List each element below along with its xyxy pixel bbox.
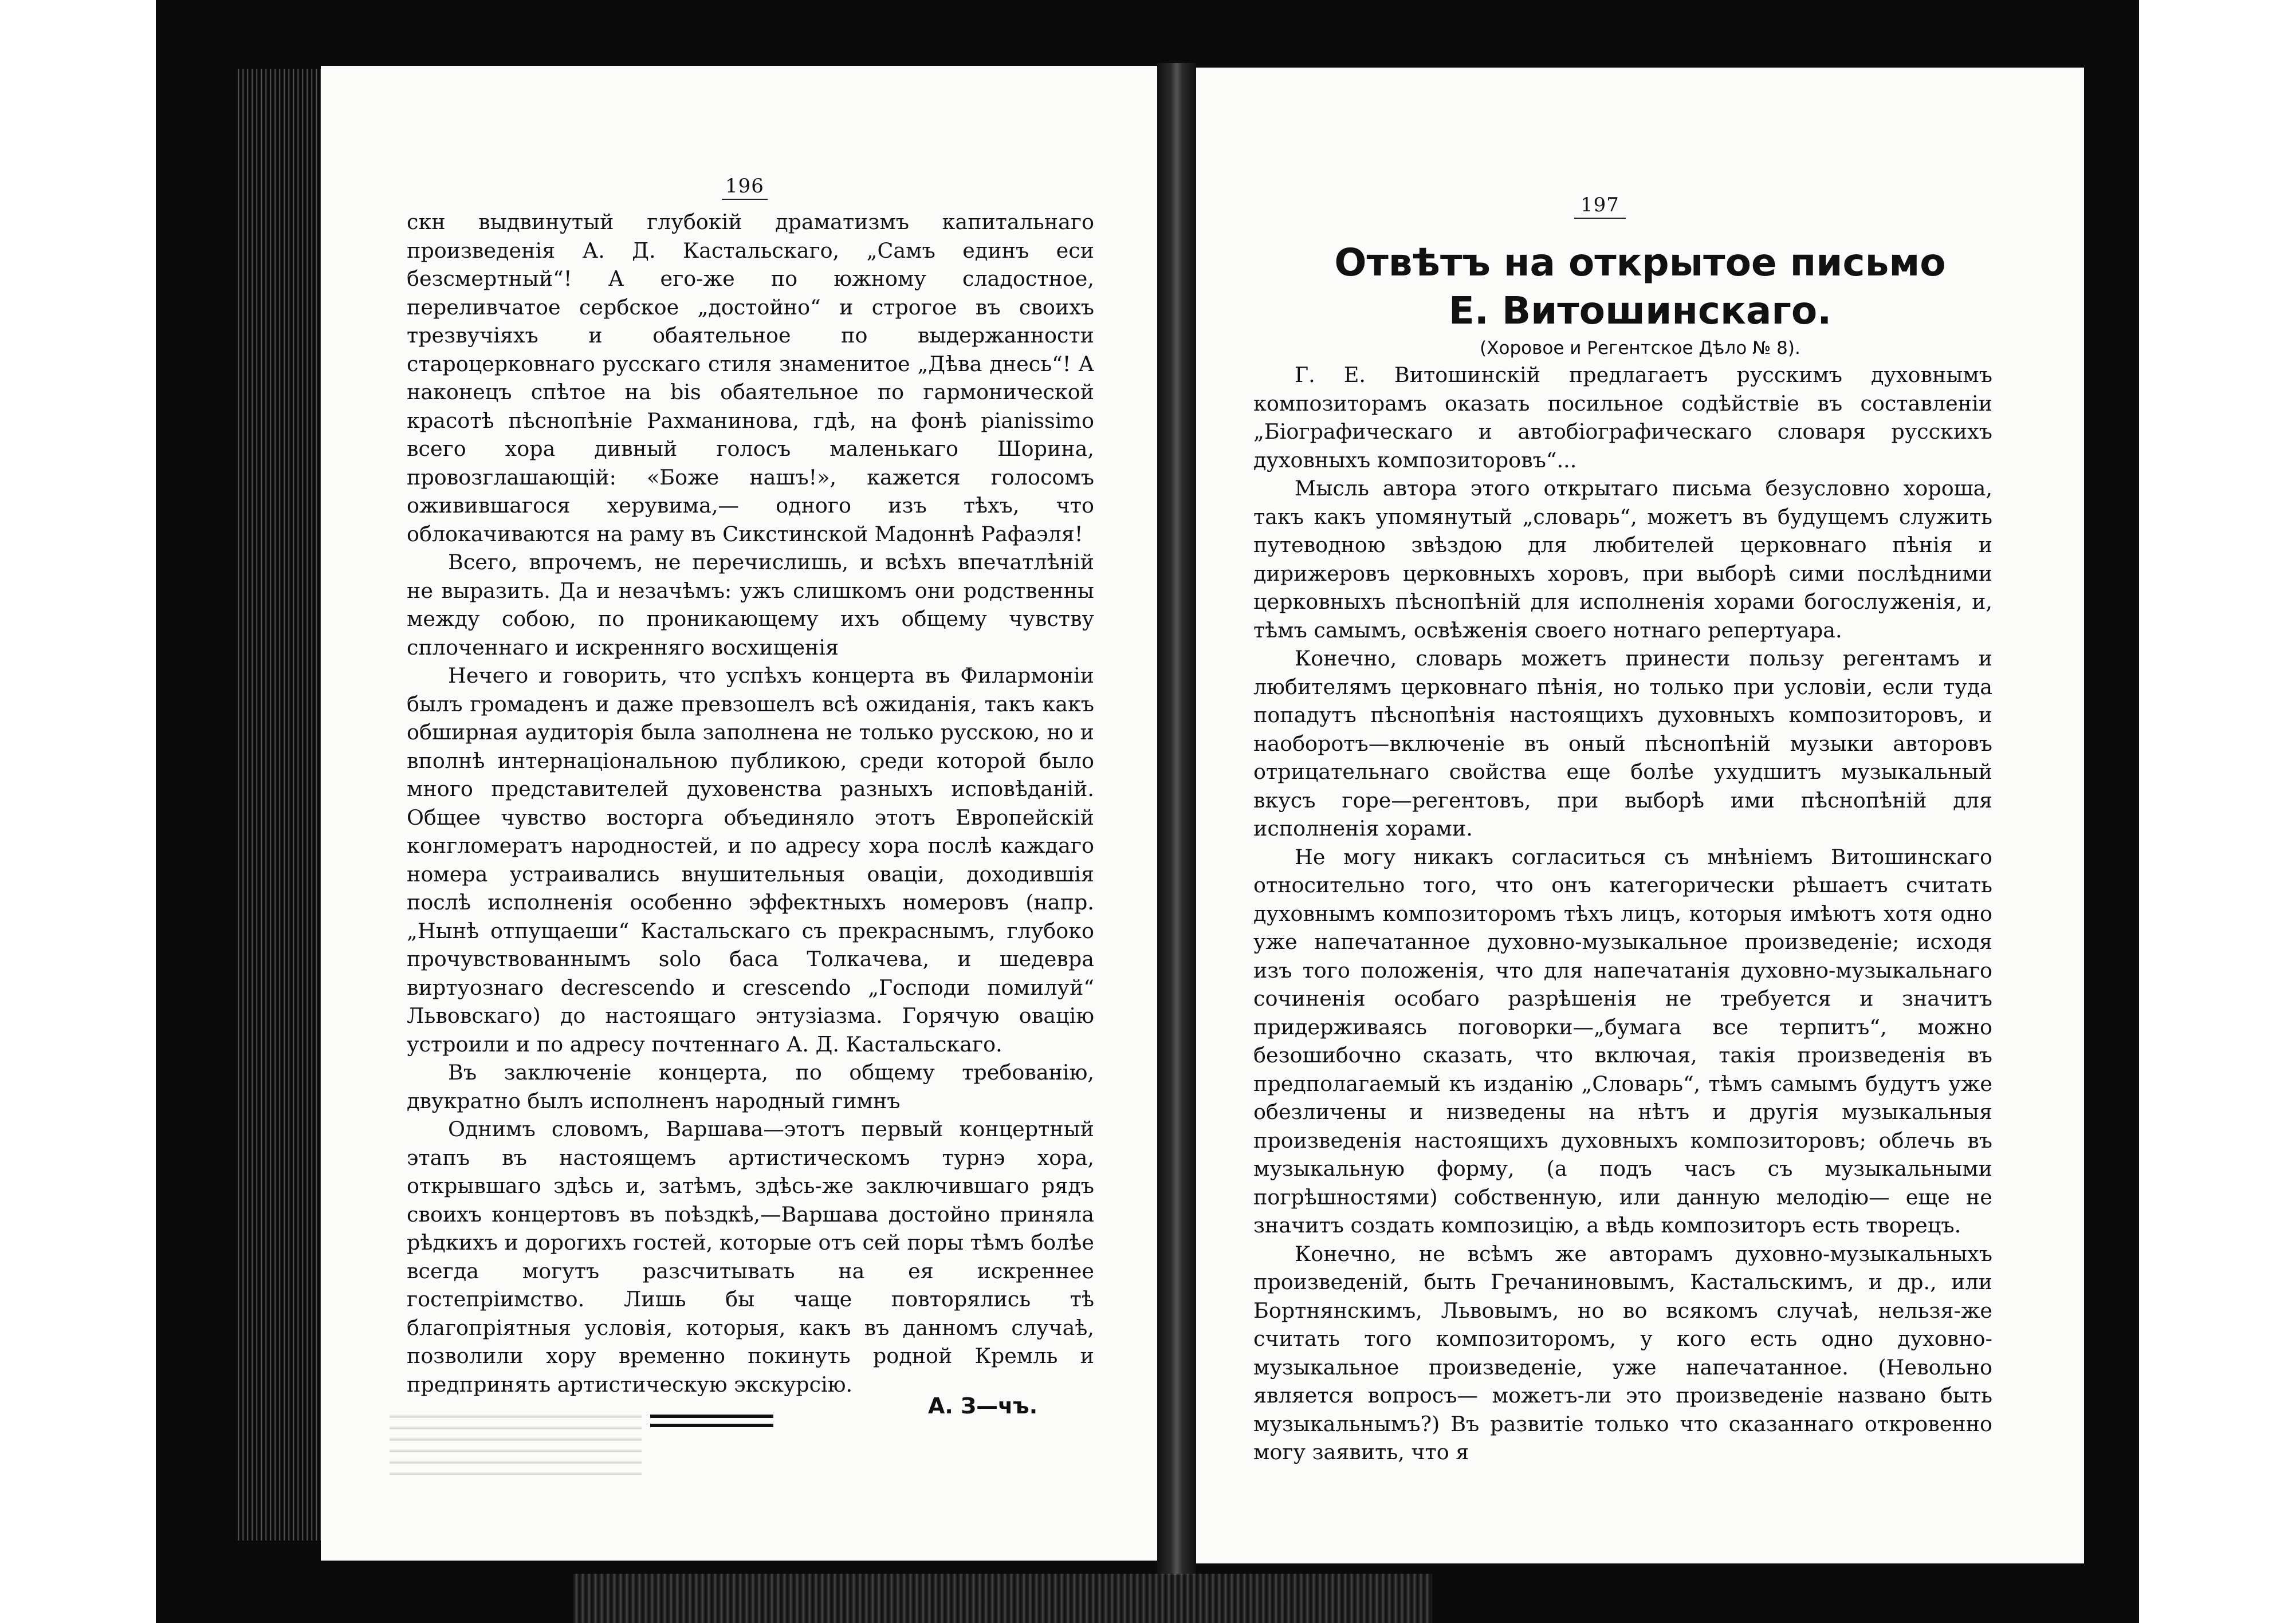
- page-number-left: 196: [722, 175, 768, 200]
- paragraph: Мысль автора этого открытаго письма безусловно хороша, такъ какъ упомянутый „словарь“, можетъ въ будущемъ служить путеводною звѣздою для любителей церковнаго пѣнія и дирижеровъ церковныхъ хоровъ, при выборѣ сими послѣдними церковныхъ пѣснопѣній для исполненія хорами богослуженія, и, тѣмъ самымъ, освѣженія своего нотнаго репертуара.: [1253, 476, 1992, 643]
- paragraph: Всего, впрочемъ, не перечислишь, и всѣхъ впечатлѣній не выразить. Да и незачѣмъ: ужъ слишкомъ они родственны между собою, по проникающему ихъ общему чувству сплоченнаго и искренняго восхищенія: [407, 550, 1094, 660]
- left-page: [321, 66, 1157, 1561]
- article-source: (Хоровое и Регентское Дѣло № 8).: [1480, 338, 1800, 359]
- paragraph: Г. Е. Витошинскій предлагаетъ русскимъ духовнымъ композиторамъ оказать посильное содѣйствіе въ составленіи „Біографическаго и автобіографическаго словаря русскихъ духовныхъ композиторовъ“...: [1253, 363, 1992, 472]
- article-title-line2: Е. Витошинскаго.: [1448, 289, 1832, 333]
- paragraph: Конечно, словарь можетъ принести пользу регентамъ и любителямъ церковнаго пѣнія, но только при условіи, если туда попадутъ пѣснопѣнія настоящихъ духовныхъ композиторовъ, и наоборотъ—включеніе въ оный пѣснопѣній музыки авторовъ отрицательнаго свойства еще болѣе ухудшитъ музыкальный вкусъ горе—регентовъ, при выборѣ ими пѣснопѣній для исполненія хорами.: [1253, 646, 1992, 841]
- article-title-line1: Отвѣтъ на открытое письмо: [1334, 241, 1946, 285]
- book-page-edges: [235, 69, 321, 1541]
- paragraph: Нечего и говорить, что успѣхъ концерта въ Филармоніи былъ громаденъ и даже превзошелъ всѣ ожиданія, такъ какъ обширная аудиторія была заполнена не только русскою, но и вполнѣ интернаціональною публикою, среди которой было много представителей духовенства разныхъ исповѣданій. Общее чувство восторга объединяло этотъ Европейскій конгломератъ народностей, и по адресу хора послѣ каждаго номера устраивались внушительныя оваціи, доходившія послѣ исполненія особенно эффектныхъ номеровъ (напр. „Нынѣ отпущаеши“ Кастальскаго съ прекраснымъ, глубоко прочувствованнымъ solo баса Толкачева, и шедевра виртуознаго decrescendo и crescendo „Господи помилуй“ Львовскаго) до настоящаго энтузіазма. Горячую овацію устроили и по адресу почтеннаго А. Д. Кастальскаго.: [407, 663, 1094, 1057]
- scan-bottom-noise: [573, 1574, 1432, 1623]
- paragraph: Конечно, не всѣмъ же авторамъ духовно-музыкальныхъ произведеній, быть Гречаниновымъ, Кастальскимъ, и др., или Бортнянскимъ, Львовымъ, но во всякомъ случаѣ, нельзя-же считать того композиторомъ, у кого есть одно духовно-музыкальное произведеніе, уже напечатанное. (Невольно является вопросъ— можетъ-ли это произведеніе названо быть музыкальнымъ?) Въ развитіе только что сказаннаго откровенно могу заявить, что я: [1253, 1241, 1992, 1464]
- left-page-text: [407, 208, 1094, 1399]
- paragraph: Не могу никакъ согласиться съ мнѣніемъ Витошинскаго относительно того, что онъ категорически рѣшаетъ считать духовнымъ композиторомъ тѣхъ лицъ, которыя имѣютъ хотя одно уже напечатанное духовно-музыкальное произведеніе; исходя изъ того положенія, что для напечатанія духовно-музыкальнаго сочиненія особаго разрѣшенія не требуется и значитъ придерживаясь поговорки—„бумага все терпитъ“, можно безошибочно сказать, что включая, такія произведенія въ предполагаемый къ изданію „Словарь“, тѣмъ самымъ будутъ уже обезличены и низведены на нѣтъ и другія музыкальныя произведенія настоящихъ духовныхъ композиторовъ; облечь въ музыкальную форму, (а подъ часъ съ музыкальными погрѣшностями) собственную, или данную мелодію— еще не значитъ создать композицію, а вѣдь композиторъ есть творецъ.: [1253, 844, 1992, 1238]
- double-rule-divider: [650, 1415, 773, 1427]
- paragraph: Въ заключеніе концерта, по общему требованію, двукратно былъ исполненъ народный гимнъ: [407, 1060, 1094, 1113]
- right-page: [1196, 68, 2084, 1563]
- bleed-through-smudge: [390, 1415, 642, 1483]
- paragraph: Однимъ словомъ, Варшава—этотъ первый концертный этапъ въ настоящемъ артистическомъ турнэ хора, открывшаго здѣсь и, затѣмъ, здѣсь-же заключившаго рядъ своихъ концертовъ въ поѣздкѣ,—Варшава достойно приняла рѣдкихъ и дорогихъ гостей, которые отъ сей поры тѣмъ болѣе всегда могутъ разсчитывать на ея искреннее гостепріимство. Лишь бы чаще повторялись тѣ благопріятныя условія, которыя, какъ въ данномъ случаѣ, позволили хору временно покинуть родной Кремль и предпринять артистическую экскурсію.: [407, 1117, 1094, 1397]
- page-number-right: 197: [1574, 194, 1626, 219]
- author-signature: А. З—чъ.: [928, 1393, 1038, 1419]
- right-page-text: [1253, 361, 1992, 1467]
- paragraph: скн выдвинутый глубокій драматизмъ капитальнаго произведенія А. Д. Кастальскаго, „Самъ единъ еси безсмертный“! А его-же по южному сладостное, переливчатое сербское „достойно“ и строгое въ своихъ трезвучіяхъ и обаятельное по выдержанности староцерковнаго русскаго стиля знаменитое „Дѣва днесь“! А наконецъ спѣтое на bis обаятельное по гармонической красотѣ пѣснопѣніе Рахманинова, гдѣ, на фонѣ pianissimo всего хора дивный голосъ маленькаго Шорина, провозглашающій: «Боже нашъ!», кажется голосомъ оживившагося херувима,— одного изъ тѣхъ, что облокачиваются на раму въ Сикстинской Мадоннѣ Рафаэля!: [407, 210, 1094, 546]
- book-gutter: [1157, 63, 1196, 1575]
